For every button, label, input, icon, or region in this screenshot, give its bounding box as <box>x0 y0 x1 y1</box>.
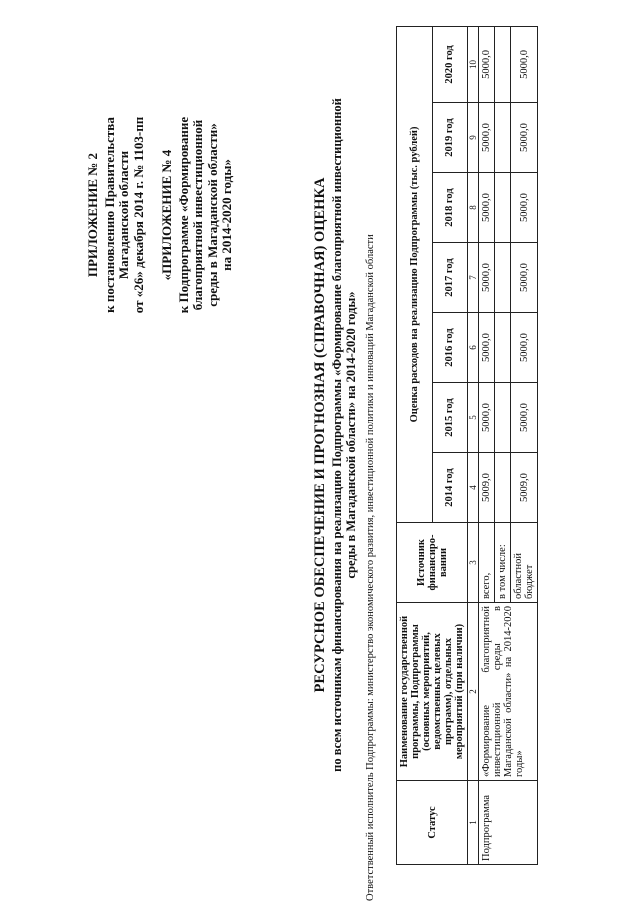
value-cell: 5000,0 <box>479 26 495 102</box>
value-cell <box>495 453 511 523</box>
source-cell: всего, <box>479 523 495 603</box>
value-cell: 5000,0 <box>511 383 538 453</box>
column-number: 10 <box>468 26 479 102</box>
column-number: 8 <box>468 173 479 243</box>
header-status: Статус <box>397 781 468 865</box>
document-subtitle: по всем источникам финансирования на реализацию Подпрограммы «Формирование благоприятной инвестиционной среды в Магаданской области» на 2014-2020 годы» <box>330 98 358 772</box>
column-numbers-row <box>468 26 479 864</box>
appendix-line: к Подпрограмме «Формирование <box>175 116 191 314</box>
value-cell: 5000,0 <box>479 103 495 173</box>
value-cell <box>495 313 511 383</box>
value-cell: 5009,0 <box>479 453 495 523</box>
value-cell: 5000,0 <box>511 103 538 173</box>
value-cell: 5000,0 <box>479 243 495 313</box>
value-cell: 5000,0 <box>479 313 495 383</box>
column-number: 7 <box>468 243 479 313</box>
value-cell: 5000,0 <box>479 173 495 243</box>
table-row <box>479 26 495 864</box>
header-year: 2014 год <box>432 453 468 523</box>
appendix-title: ПРИЛОЖЕНИЕ № 2 <box>85 152 100 278</box>
column-number: 9 <box>468 103 479 173</box>
value-cell: 5000,0 <box>511 313 538 383</box>
header-year: 2018 год <box>432 173 468 243</box>
header-year: 2020 год <box>432 26 468 102</box>
value-cell <box>495 26 511 102</box>
appendix-line: среды в Магаданской области» <box>204 123 220 307</box>
value-cell <box>495 173 511 243</box>
header-source: Источник финансиро-вании <box>397 523 468 603</box>
status-cell: Подпрограмма <box>479 781 538 865</box>
column-number: 1 <box>468 781 479 865</box>
table-header-row <box>397 26 433 864</box>
header-estimate: Оценка расходов на реализацию Подпрограммы (тыс. рублей) <box>397 26 433 522</box>
column-number: 4 <box>468 453 479 523</box>
appendix-line: к постановлению Правительства <box>101 117 117 313</box>
header-year: 2015 год <box>432 383 468 453</box>
value-cell: 5000,0 <box>511 243 538 313</box>
column-number: 6 <box>468 313 479 383</box>
column-number: 5 <box>468 383 479 453</box>
value-cell: 5009,0 <box>511 453 538 523</box>
header-year: 2016 год <box>432 313 468 383</box>
value-cell <box>495 103 511 173</box>
column-number: 2 <box>468 603 479 781</box>
appendix-line: на 2014-2020 годы» <box>219 159 234 271</box>
source-cell: областной бюджет <box>511 523 538 603</box>
column-number: 3 <box>468 523 479 603</box>
header-year: 2019 год <box>432 103 468 173</box>
value-cell <box>495 243 511 313</box>
value-cell: 5000,0 <box>511 26 538 102</box>
appendix-line: Магаданской области <box>116 150 131 280</box>
header-year: 2017 год <box>432 243 468 313</box>
name-cell: «Формирование благоприятной инвестиционной среды в Магаданской области» на 2014-2020 годы» <box>479 603 538 781</box>
source-cell: в том числе: <box>495 523 511 603</box>
appendix-line: благоприятной инвестиционной <box>190 119 205 311</box>
funding-table <box>396 26 538 865</box>
responsible-executor: Ответственный исполнитель Подпрограммы: министерство экономического развития, инвестиционной политики и инноваций Магаданской области <box>365 234 376 901</box>
document-title: РЕСУРСНОЕ ОБЕСПЕЧЕНИЕ И ПРОГНОЗНАЯ (СПРАВОЧНАЯ) ОЦЕНКА <box>312 177 328 693</box>
value-cell: 5000,0 <box>511 173 538 243</box>
appendix-title: «ПРИЛОЖЕНИЕ № 4 <box>159 149 174 281</box>
header-name: Наименование государственной программы, Подпрограммы (основных мероприятий, ведомственных целевых программ), отдельных мероприятий (при наличии) <box>397 603 468 781</box>
value-cell <box>495 383 511 453</box>
appendix-line: от «26» декабря 2014 г. № 1103-пп <box>130 116 146 314</box>
value-cell: 5000,0 <box>479 383 495 453</box>
appendix-header <box>86 65 235 365</box>
